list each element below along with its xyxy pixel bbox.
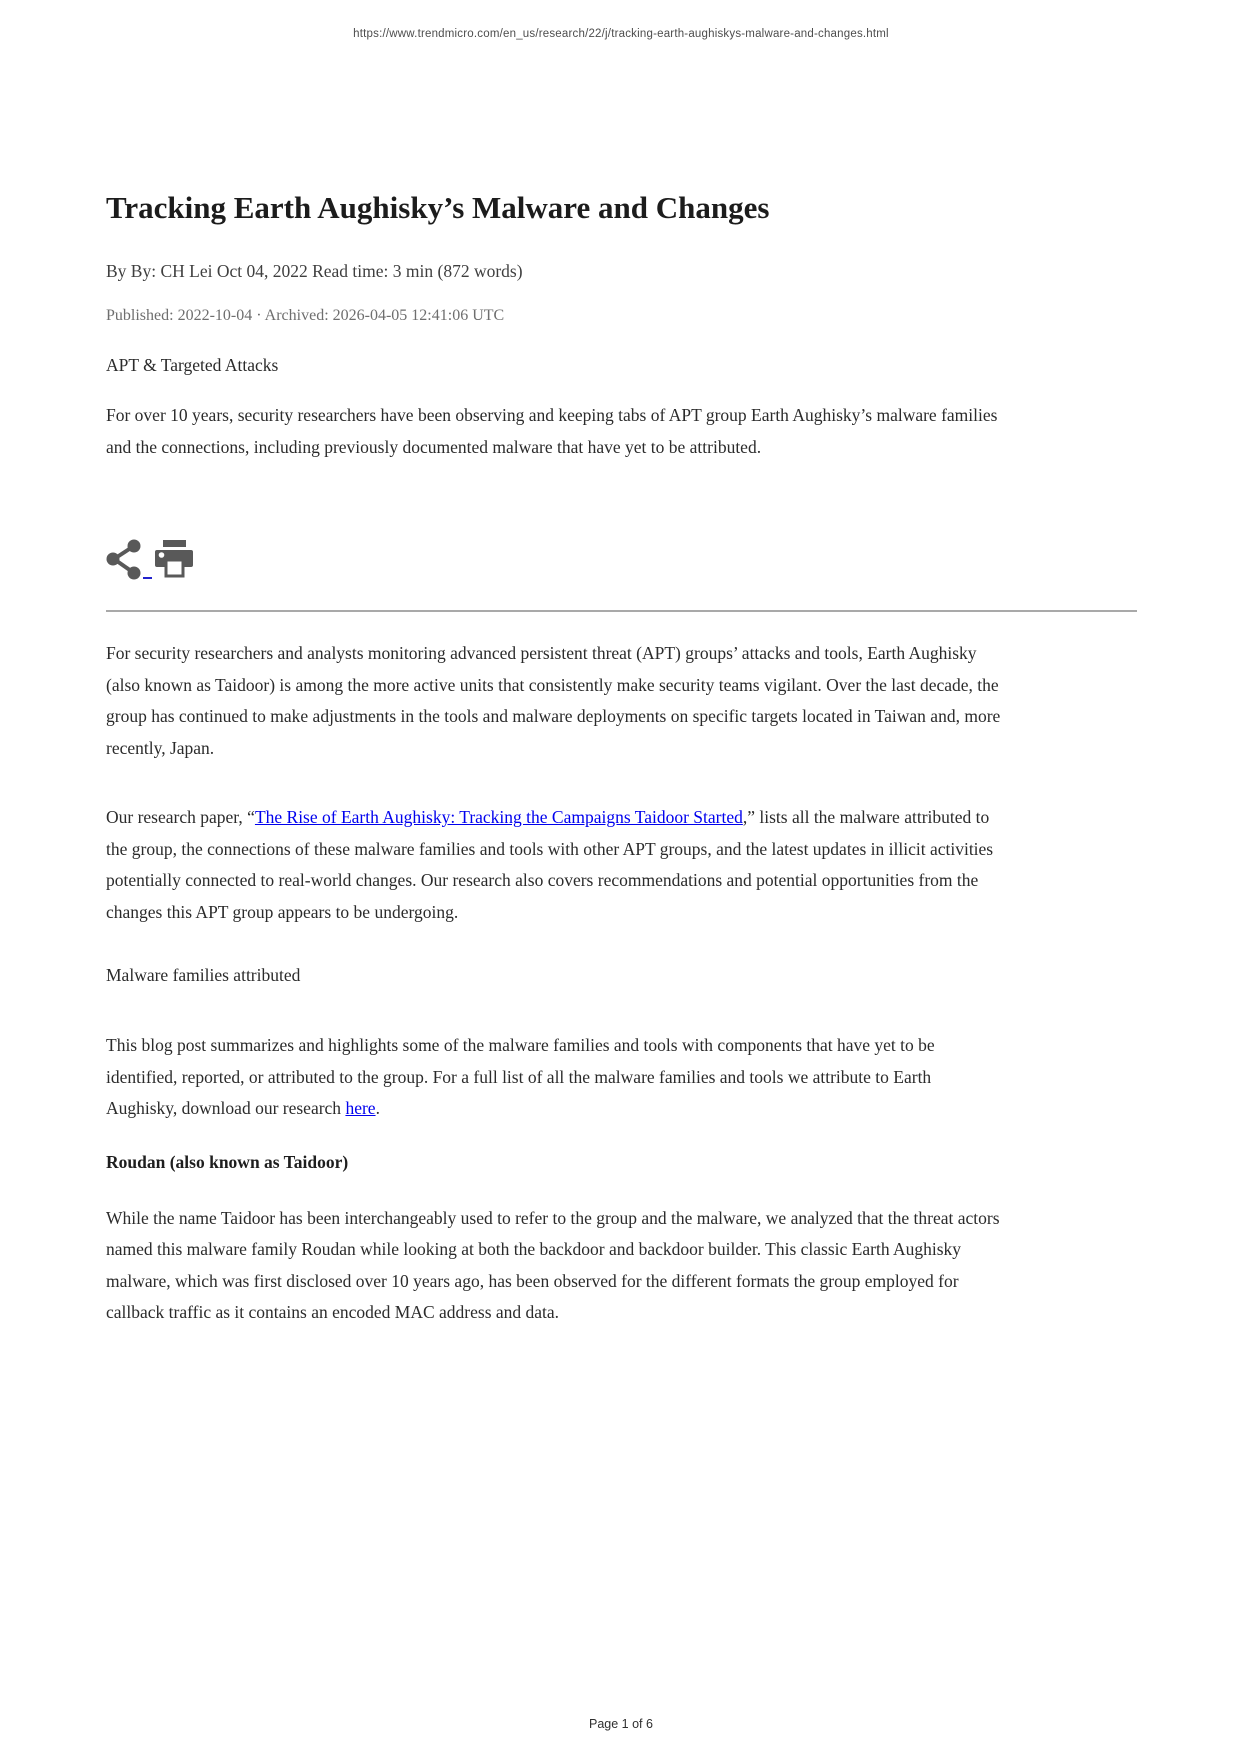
paragraph-text: ,” lists all the malware attributed to the group, the connections of these malware families and tools with other APT groups, and the latest updates in illicit activities potentially connected to real-world changes. Our research also covers recommendations and potential opportunities from the changes this APT group appears to be undergoing.: [106, 807, 994, 922]
category-label: APT & Targeted Attacks: [106, 355, 279, 375]
paragraph-overview: For security researchers and analysts monitoring advanced persistent threat (APT) groups’ attacks and tools, Earth Aughisky (also known as Taidoor) is among the more active units that consistently make security teams vigilant. Over the last decade, the group has continued to make adjustments in the tools and malware deployments on specific targets located in Taiwan and, more recently, Japan.: [106, 643, 1001, 758]
byline: By By: CH Lei Oct 04, 2022 Read time: 3 min (872 words): [106, 261, 523, 281]
paragraph-text: .: [375, 1098, 380, 1118]
paragraph-blog-summary: [106, 1030, 1003, 1125]
print-icon[interactable]: [155, 540, 193, 580]
paragraph-research-paper: [106, 802, 1003, 928]
research-paper-link[interactable]: The Rise of Earth Aughisky: Tracking the Campaigns Taidoor Started: [254, 807, 743, 827]
link-underline-mark: [143, 577, 152, 580]
published-archived-line: Published: 2022-10-04 · Archived: 2026-04-05 12:41:06 UTC: [106, 307, 505, 324]
intro-paragraph: For over 10 years, security researchers have been observing and keeping tabs of APT group Earth Aughisky’s malware families and the connections, including previously documented malware that have yet to be attributed.: [106, 405, 998, 457]
page-number: Page 1 of 6: [589, 1717, 653, 1731]
print-header-url: https://www.trendmicro.com/en_us/research/22/j/tracking-earth-aughiskys-malware-and-changes.html: [353, 28, 889, 40]
share-print-toolbar: [106, 539, 1003, 580]
download-here-link[interactable]: here: [345, 1098, 376, 1118]
section-divider: [106, 610, 1137, 612]
section-heading-roudan: Roudan (also known as Taidoor): [106, 1151, 349, 1172]
share-icon[interactable]: [106, 539, 142, 580]
paragraph-text: Our research paper, “: [106, 807, 255, 827]
paragraph-roudan: While the name Taidoor has been interchangeably used to refer to the group and the malware, we analyzed that the threat actors named this malware family Roudan while looking at both the backdoor and backdoor builder. This classic Earth Aughisky malware, which was first disclosed over 10 years ago, has been observed for the different formats the group employed for callback traffic as it contains an encoded MAC address and data.: [106, 1207, 1000, 1322]
article-content: [106, 0, 1003, 1329]
section-heading-malware-families: Malware families attributed: [106, 965, 301, 985]
paragraph-text: This blog post summarizes and highlights some of the malware families and tools with components that have yet to be identified, reported, or attributed to the group. For a full list of all the malware families and tools we attribute to Earth Aughisky, download our research: [106, 1035, 935, 1118]
page-title: Tracking Earth Aughisky’s Malware and Changes: [106, 190, 770, 225]
